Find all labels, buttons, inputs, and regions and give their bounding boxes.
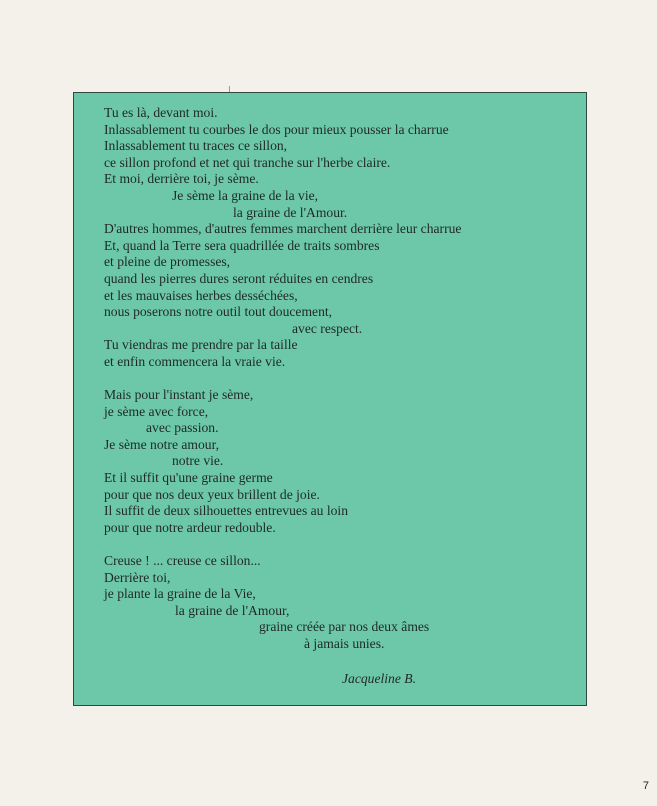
poem-line: graine créée par nos deux âmes — [259, 619, 430, 635]
poem-line: notre vie. — [172, 453, 224, 469]
poem-line: Je sème la graine de la vie, — [172, 187, 319, 203]
poem-line: ce sillon profond et net qui tranche sur l'herbe claire. — [104, 154, 391, 170]
poem-line: nous poserons notre outil tout doucement, — [104, 304, 333, 320]
page-number: 7 — [642, 780, 649, 792]
poem-line: Et il suffit qu'une graine germe — [104, 470, 273, 486]
poem-line: Il suffit de deux silhouettes entrevues au loin — [104, 503, 349, 519]
poem-line: Creuse ! ... creuse ce sillon... — [104, 553, 261, 569]
poem-line: Mais pour l'instant je sème, — [104, 387, 254, 403]
poem-line: avec passion. — [146, 420, 219, 436]
poem-line: Inlassablement tu traces ce sillon, — [104, 138, 288, 154]
poem-line: Tu viendras me prendre par la taille — [104, 337, 298, 353]
poem-line: je plante la graine de la Vie, — [104, 586, 256, 602]
poem-line: pour que nos deux yeux brillent de joie. — [104, 486, 320, 502]
poem-line: je sème avec force, — [104, 403, 209, 419]
poem-line: Tu es là, devant moi. — [104, 105, 218, 120]
poem-text — [104, 105, 576, 653]
poem-line: Derrière toi, — [104, 569, 171, 585]
stanza-break — [104, 536, 576, 553]
poem-box — [73, 92, 587, 706]
poem-line: et pleine de promesses, — [104, 254, 231, 270]
poem-line: quand les pierres dures seront réduites en cendres — [104, 270, 374, 286]
poem-line: Inlassablement tu courbes le dos pour mieux pousser la charrue — [104, 121, 449, 137]
poem-line: Je sème notre amour, — [104, 436, 219, 452]
poem-signature: Jacqueline B. — [342, 671, 416, 686]
poem-line: Et, quand la Terre sera quadrillée de traits sombres — [104, 237, 380, 253]
stanza-break — [104, 371, 576, 388]
poem-line: D'autres hommes, d'autres femmes marchent derrière leur charrue — [104, 221, 462, 237]
poem-line: Et moi, derrière toi, je sème. — [104, 171, 259, 187]
poem-line: la graine de l'Amour, — [175, 602, 290, 618]
poem-line: et enfin commencera la vraie vie. — [104, 353, 286, 369]
poem-line: à jamais unies. — [304, 636, 385, 651]
poem-line: avec respect. — [292, 320, 363, 336]
poem-line: pour que notre ardeur redouble. — [104, 519, 276, 535]
poem-line: la graine de l'Amour. — [233, 204, 348, 220]
poem-line: et les mauvaises herbes desséchées, — [104, 287, 298, 303]
